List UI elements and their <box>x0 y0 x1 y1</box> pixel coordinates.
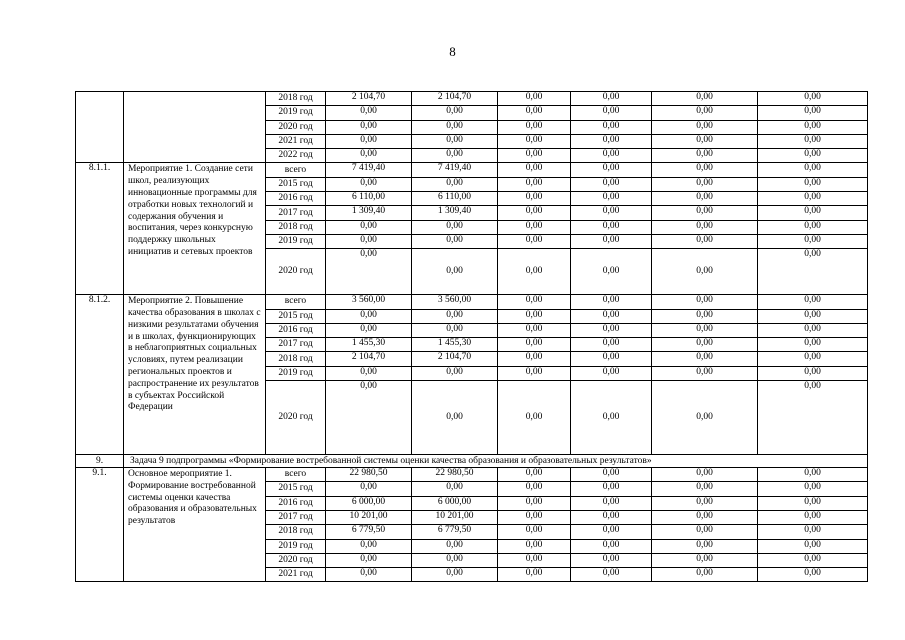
value-cell: 0,00 <box>326 220 412 234</box>
value-cell: 0,00 <box>652 249 758 295</box>
value-cell: 0,00 <box>412 309 498 323</box>
value-cell: 0,00 <box>652 553 758 567</box>
value-cell: 0,00 <box>758 482 868 496</box>
value-cell: 0,00 <box>412 249 498 295</box>
value-cell: 0,00 <box>758 120 868 134</box>
value-cell: 0,00 <box>326 106 412 120</box>
value-cell: 0,00 <box>652 234 758 248</box>
page-number: 8 <box>449 44 456 59</box>
value-cell: 0,00 <box>652 496 758 510</box>
period-cell: 2021 год <box>266 568 326 582</box>
value-cell: 0,00 <box>758 309 868 323</box>
value-cell: 0,00 <box>326 323 412 337</box>
task-title: Задача 9 подпрограммы «Формирование востребованной системы оценки качества образования и образовательных результатов» <box>124 455 868 468</box>
value-cell: 0,00 <box>412 539 498 553</box>
value-cell: 0,00 <box>571 510 652 524</box>
value-cell: 0,00 <box>412 134 498 148</box>
value-cell: 0,00 <box>498 192 571 206</box>
item-index: 8.1.1. <box>76 163 124 295</box>
period-cell: 2017 год <box>266 338 326 352</box>
period-cell: 2020 год <box>266 249 326 295</box>
value-cell: 0,00 <box>652 468 758 482</box>
period-cell: 2022 год <box>266 149 326 163</box>
value-cell: 0,00 <box>498 525 571 539</box>
period-cell: 2019 год <box>266 234 326 248</box>
value-cell: 0,00 <box>571 525 652 539</box>
value-cell: 0,00 <box>758 92 868 106</box>
period-cell: всего <box>266 468 326 482</box>
value-cell: 0,00 <box>758 496 868 510</box>
value-cell: 0,00 <box>571 309 652 323</box>
period-cell: 2017 год <box>266 206 326 220</box>
value-cell: 0,00 <box>652 220 758 234</box>
value-cell: 0,00 <box>571 149 652 163</box>
value-cell: 0,00 <box>758 163 868 177</box>
value-cell: 2 104,70 <box>326 92 412 106</box>
period-cell: 2017 год <box>266 510 326 524</box>
value-cell: 0,00 <box>652 192 758 206</box>
period-cell: 2019 год <box>266 539 326 553</box>
value-cell: 0,00 <box>571 249 652 295</box>
value-cell: 6 779,50 <box>326 525 412 539</box>
value-cell: 0,00 <box>571 338 652 352</box>
period-cell: 2018 год <box>266 525 326 539</box>
value-cell: 0,00 <box>571 234 652 248</box>
value-cell: 0,00 <box>326 149 412 163</box>
period-cell: всего <box>266 295 326 309</box>
value-cell: 3 560,00 <box>412 295 498 309</box>
value-cell: 0,00 <box>571 192 652 206</box>
value-cell: 0,00 <box>498 92 571 106</box>
value-cell: 0,00 <box>758 234 868 248</box>
value-cell: 0,00 <box>498 366 571 380</box>
value-cell: 0,00 <box>652 295 758 309</box>
value-cell: 0,00 <box>571 206 652 220</box>
value-cell: 0,00 <box>758 352 868 366</box>
value-cell: 0,00 <box>326 177 412 191</box>
value-cell: 0,00 <box>571 366 652 380</box>
value-cell: 0,00 <box>571 220 652 234</box>
task-index: 9. <box>76 455 124 468</box>
value-cell: 0,00 <box>571 539 652 553</box>
value-cell: 0,00 <box>498 381 571 455</box>
value-cell: 6 000,00 <box>326 496 412 510</box>
value-cell: 0,00 <box>571 163 652 177</box>
value-cell: 0,00 <box>652 482 758 496</box>
value-cell: 0,00 <box>412 323 498 337</box>
value-cell: 6 110,00 <box>412 192 498 206</box>
item-description: Мероприятие 2. Повышение качества образования в школах с низкими результатами обучения и в школах, функционирующих в неблагоприятных социальных условиях, путем реализации региональных проектов и распространение их результатов в субъектах Российской Федерации <box>124 295 266 455</box>
budget-table <box>75 91 868 582</box>
value-cell: 0,00 <box>758 149 868 163</box>
value-cell: 0,00 <box>758 568 868 582</box>
value-cell: 0,00 <box>652 120 758 134</box>
value-cell: 0,00 <box>758 338 868 352</box>
value-cell: 0,00 <box>571 92 652 106</box>
period-cell: 2019 год <box>266 106 326 120</box>
value-cell: 0,00 <box>571 323 652 337</box>
value-cell: 2 104,70 <box>326 352 412 366</box>
value-cell: 22 980,50 <box>326 468 412 482</box>
value-cell: 0,00 <box>326 249 412 295</box>
value-cell: 0,00 <box>758 249 868 295</box>
value-cell: 0,00 <box>412 553 498 567</box>
value-cell: 0,00 <box>571 106 652 120</box>
value-cell: 7 419,40 <box>326 163 412 177</box>
value-cell: 0,00 <box>652 206 758 220</box>
value-cell: 0,00 <box>498 309 571 323</box>
value-cell: 0,00 <box>412 381 498 455</box>
value-cell: 0,00 <box>571 352 652 366</box>
value-cell: 0,00 <box>412 120 498 134</box>
value-cell: 0,00 <box>652 309 758 323</box>
value-cell: 0,00 <box>758 510 868 524</box>
value-cell: 1 455,30 <box>412 338 498 352</box>
value-cell: 22 980,50 <box>412 468 498 482</box>
value-cell: 0,00 <box>498 568 571 582</box>
value-cell: 0,00 <box>652 177 758 191</box>
value-cell: 0,00 <box>652 106 758 120</box>
value-cell: 0,00 <box>652 525 758 539</box>
value-cell: 0,00 <box>498 295 571 309</box>
value-cell: 0,00 <box>652 539 758 553</box>
value-cell: 0,00 <box>652 510 758 524</box>
value-cell: 0,00 <box>652 366 758 380</box>
value-cell: 0,00 <box>498 220 571 234</box>
value-cell: 0,00 <box>758 381 868 455</box>
period-cell: 2020 год <box>266 381 326 455</box>
value-cell: 1 309,40 <box>326 206 412 220</box>
value-cell: 0,00 <box>758 206 868 220</box>
value-cell: 0,00 <box>571 568 652 582</box>
table-row <box>76 163 868 177</box>
value-cell: 0,00 <box>498 163 571 177</box>
value-cell: 0,00 <box>412 220 498 234</box>
value-cell: 0,00 <box>412 234 498 248</box>
value-cell: 1 455,30 <box>326 338 412 352</box>
value-cell: 0,00 <box>571 553 652 567</box>
value-cell: 0,00 <box>498 496 571 510</box>
value-cell: 0,00 <box>498 468 571 482</box>
value-cell: 0,00 <box>412 149 498 163</box>
table-row <box>76 92 868 106</box>
period-cell: 2018 год <box>266 352 326 366</box>
value-cell: 0,00 <box>498 206 571 220</box>
value-cell: 0,00 <box>758 539 868 553</box>
value-cell: 0,00 <box>326 234 412 248</box>
item-index: 8.1.2. <box>76 295 124 455</box>
table-row <box>76 468 868 482</box>
value-cell: 0,00 <box>758 134 868 148</box>
value-cell: 6 110,00 <box>326 192 412 206</box>
value-cell: 0,00 <box>571 120 652 134</box>
value-cell: 0,00 <box>652 568 758 582</box>
period-cell: 2016 год <box>266 192 326 206</box>
value-cell: 0,00 <box>498 323 571 337</box>
value-cell: 0,00 <box>652 338 758 352</box>
value-cell: 0,00 <box>326 309 412 323</box>
value-cell: 0,00 <box>498 149 571 163</box>
value-cell: 0,00 <box>412 177 498 191</box>
value-cell: 0,00 <box>652 381 758 455</box>
value-cell: 0,00 <box>758 323 868 337</box>
value-cell: 0,00 <box>758 106 868 120</box>
value-cell: 0,00 <box>498 249 571 295</box>
period-cell: 2015 год <box>266 309 326 323</box>
value-cell: 0,00 <box>652 352 758 366</box>
value-cell: 0,00 <box>412 366 498 380</box>
item-index <box>76 92 124 163</box>
value-cell: 0,00 <box>758 220 868 234</box>
value-cell: 0,00 <box>498 106 571 120</box>
task-row <box>76 455 868 468</box>
value-cell: 6 000,00 <box>412 496 498 510</box>
value-cell: 0,00 <box>758 553 868 567</box>
value-cell: 0,00 <box>326 120 412 134</box>
value-cell: 0,00 <box>571 482 652 496</box>
value-cell: 0,00 <box>498 352 571 366</box>
value-cell: 0,00 <box>412 482 498 496</box>
value-cell: 0,00 <box>498 482 571 496</box>
value-cell: 0,00 <box>326 553 412 567</box>
value-cell: 0,00 <box>571 496 652 510</box>
value-cell: 0,00 <box>758 366 868 380</box>
period-cell: 2021 год <box>266 134 326 148</box>
value-cell: 0,00 <box>498 553 571 567</box>
value-cell: 0,00 <box>571 468 652 482</box>
period-cell: 2016 год <box>266 496 326 510</box>
period-cell: 2020 год <box>266 120 326 134</box>
item-index: 9.1. <box>76 468 124 582</box>
value-cell: 0,00 <box>652 323 758 337</box>
value-cell: 0,00 <box>498 539 571 553</box>
value-cell: 2 104,70 <box>412 352 498 366</box>
value-cell: 7 419,40 <box>412 163 498 177</box>
value-cell: 0,00 <box>652 134 758 148</box>
value-cell: 0,00 <box>652 149 758 163</box>
value-cell: 0,00 <box>758 192 868 206</box>
value-cell: 0,00 <box>412 106 498 120</box>
value-cell: 0,00 <box>498 120 571 134</box>
value-cell: 0,00 <box>652 163 758 177</box>
value-cell: 0,00 <box>758 295 868 309</box>
value-cell: 0,00 <box>326 539 412 553</box>
value-cell: 10 201,00 <box>412 510 498 524</box>
period-cell: 2018 год <box>266 220 326 234</box>
period-cell: 2016 год <box>266 323 326 337</box>
period-cell: 2019 год <box>266 366 326 380</box>
item-description <box>124 92 266 163</box>
value-cell: 1 309,40 <box>412 206 498 220</box>
value-cell: 0,00 <box>652 92 758 106</box>
value-cell: 0,00 <box>326 568 412 582</box>
value-cell: 0,00 <box>326 381 412 455</box>
value-cell: 10 201,00 <box>326 510 412 524</box>
period-cell: 2020 год <box>266 553 326 567</box>
value-cell: 0,00 <box>571 295 652 309</box>
value-cell: 0,00 <box>571 134 652 148</box>
value-cell: 0,00 <box>571 381 652 455</box>
value-cell: 0,00 <box>412 568 498 582</box>
period-cell: всего <box>266 163 326 177</box>
value-cell: 2 104,70 <box>412 92 498 106</box>
value-cell: 0,00 <box>758 468 868 482</box>
period-cell: 2015 год <box>266 482 326 496</box>
value-cell: 6 779,50 <box>412 525 498 539</box>
period-cell: 2015 год <box>266 177 326 191</box>
table-row <box>76 295 868 309</box>
value-cell: 0,00 <box>498 134 571 148</box>
value-cell: 3 560,00 <box>326 295 412 309</box>
value-cell: 0,00 <box>326 134 412 148</box>
value-cell: 0,00 <box>758 177 868 191</box>
item-description: Основное мероприятие 1. Формирование востребованной системы оценки качества образования и образовательных результатов <box>124 468 266 582</box>
value-cell: 0,00 <box>498 510 571 524</box>
value-cell: 0,00 <box>498 338 571 352</box>
value-cell: 0,00 <box>758 525 868 539</box>
item-description: Мероприятие 1. Создание сети школ, реализующих инновационные программы для отработки новых технологий и содержания обучения и воспитания, через конкурсную поддержку школьных инициатив и сетевых проектов <box>124 163 266 295</box>
period-cell: 2018 год <box>266 92 326 106</box>
value-cell: 0,00 <box>498 234 571 248</box>
value-cell: 0,00 <box>326 482 412 496</box>
value-cell: 0,00 <box>498 177 571 191</box>
value-cell: 0,00 <box>571 177 652 191</box>
value-cell: 0,00 <box>326 366 412 380</box>
